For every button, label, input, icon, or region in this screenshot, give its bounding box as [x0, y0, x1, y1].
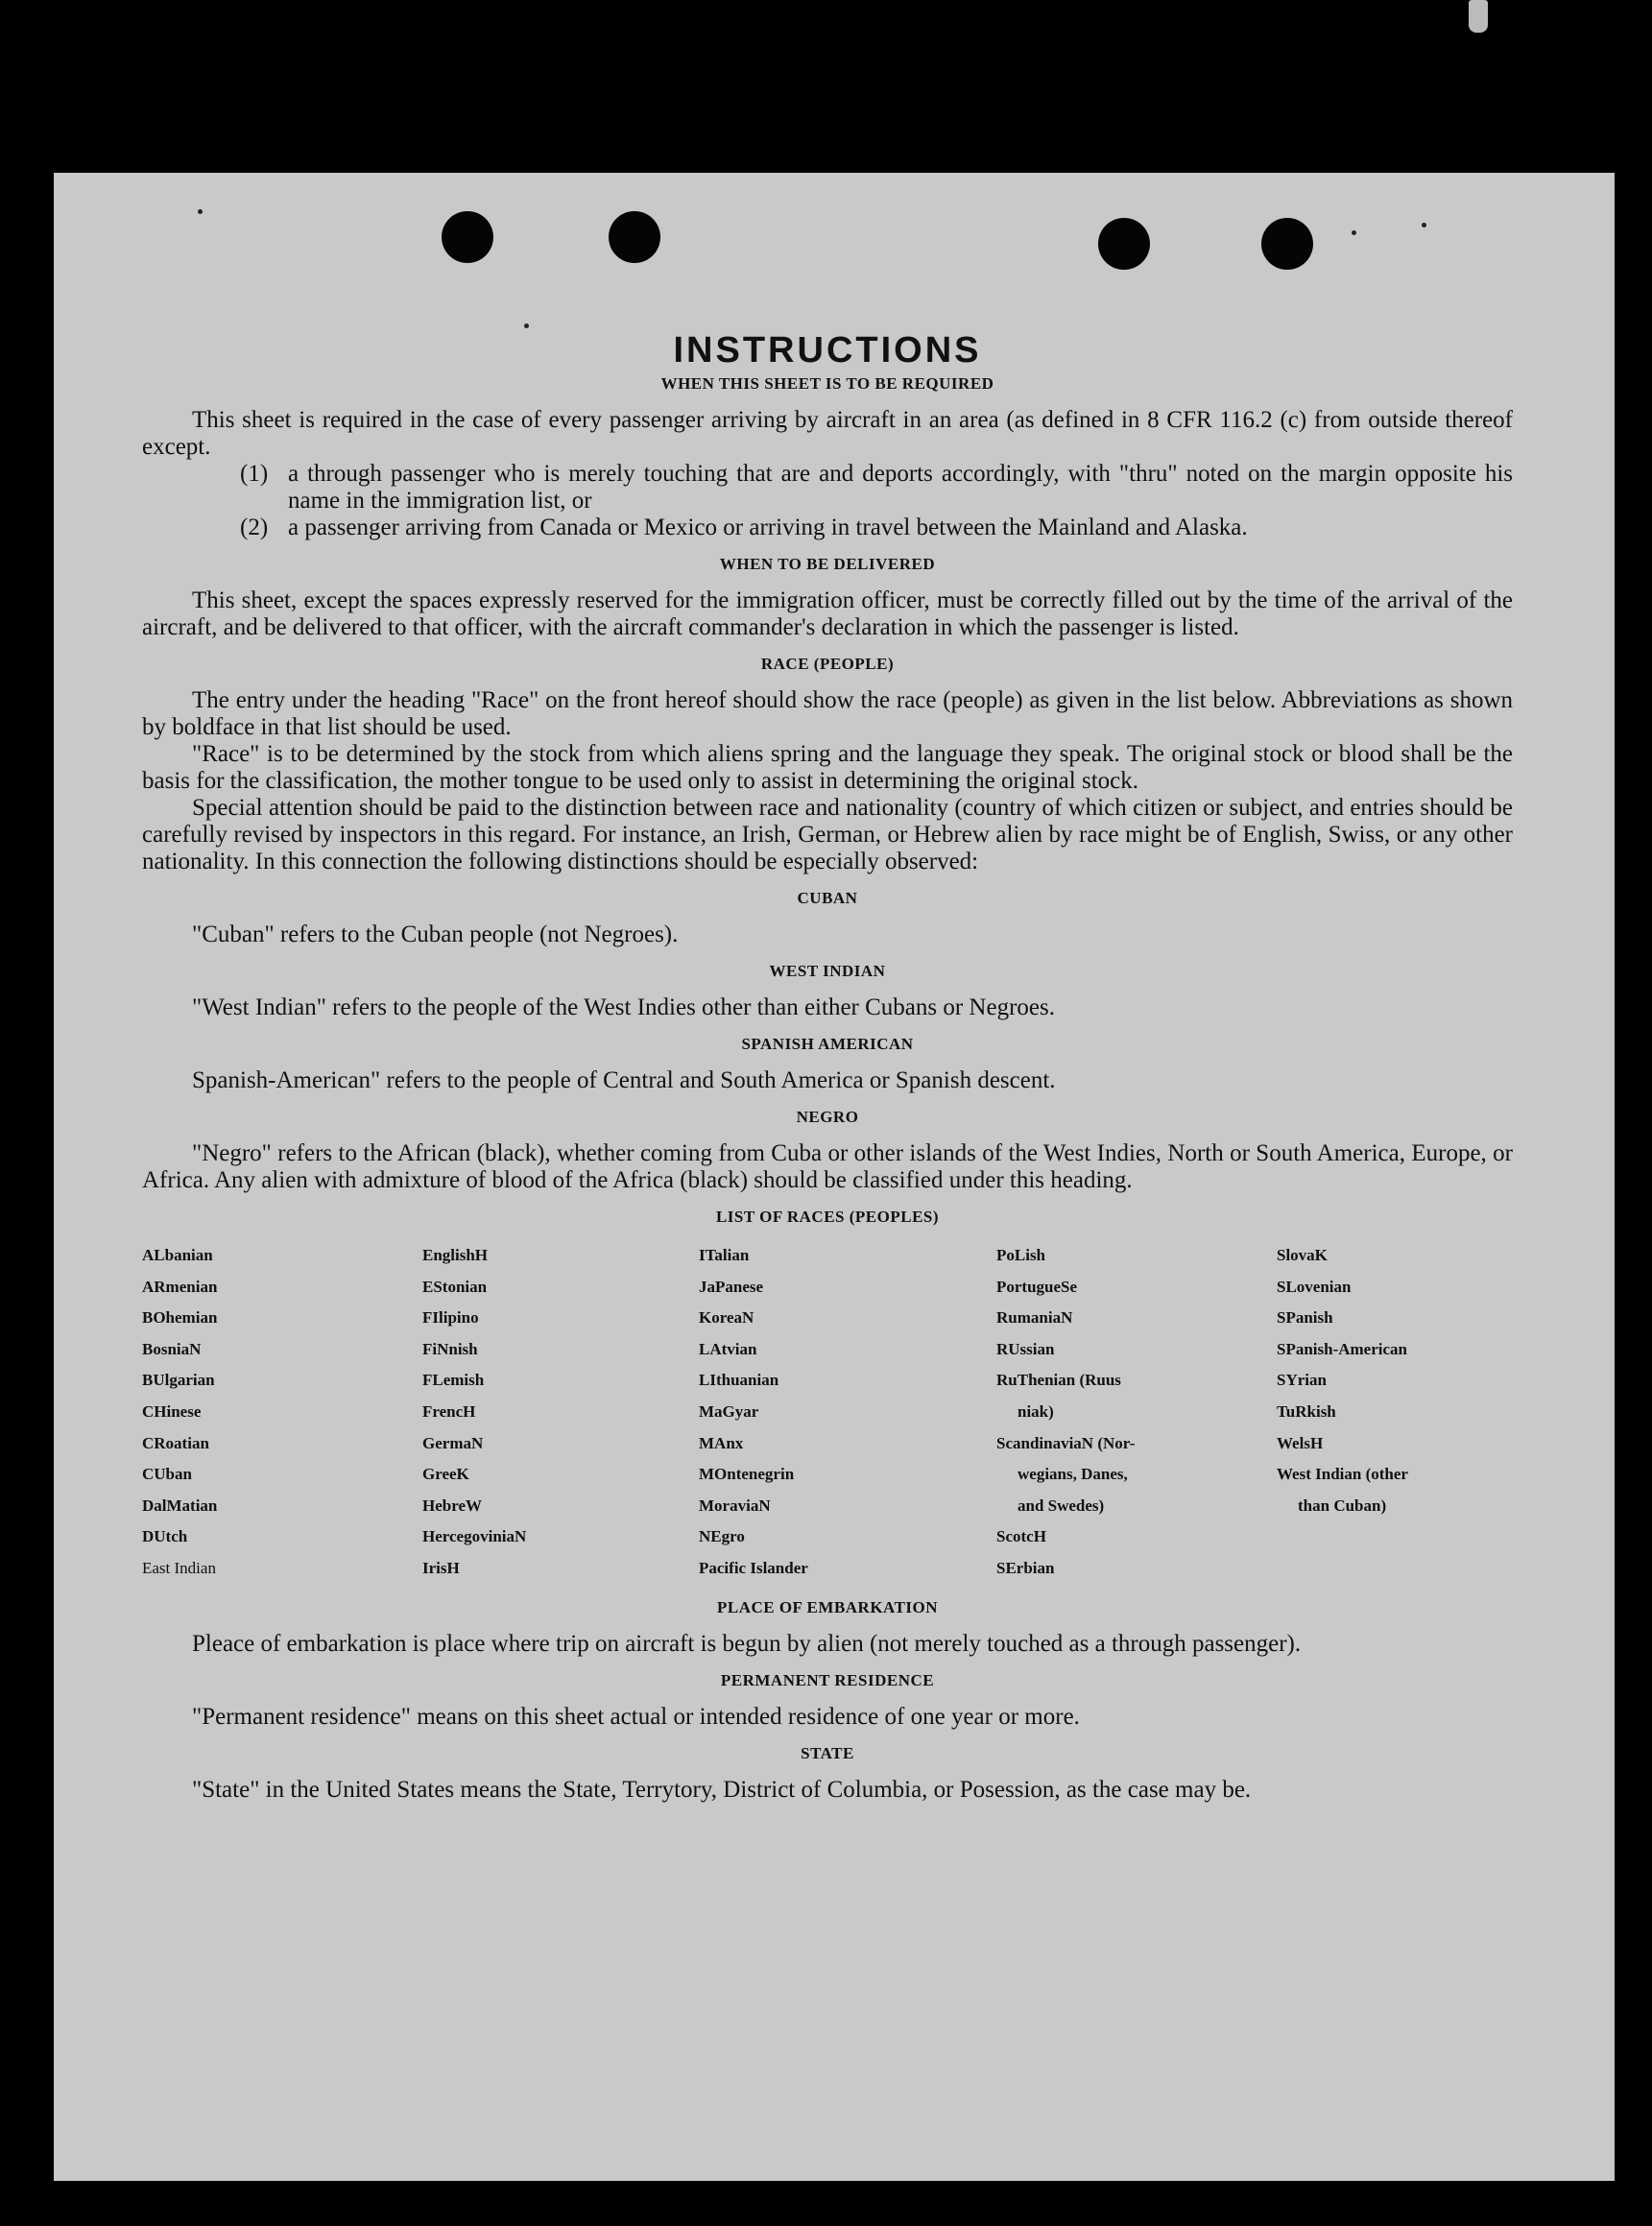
race-entry: than Cuban) [1298, 1496, 1387, 1515]
race-entry: EStonian [422, 1277, 488, 1296]
race-entry: IrisH [422, 1558, 460, 1577]
instructions-text [142, 328, 1513, 1804]
race-entry: ALbanian [142, 1246, 213, 1264]
embarkation-text: Pleace of embarkation is place where trip on aircraft is begun by alien (not merely touched as a through passenger). [192, 1630, 1302, 1657]
race-entry: West Indian (other [1277, 1465, 1408, 1484]
punch-hole [609, 211, 660, 263]
spanish-american-text: Spanish-American" refers to the people of Central and South America or Spanish descent. [192, 1067, 1056, 1093]
permanent-residence-text: "Permanent residence" means on this sheet actual or intended residence of one year or more. [192, 1703, 1080, 1730]
heading-permanent-residence: PERMANENT RESIDENCE [720, 1670, 935, 1689]
race-entry: MaGyar [699, 1401, 759, 1421]
race-entry: MOntenegrin [699, 1465, 795, 1484]
race-entry: SPanish-American [1277, 1339, 1407, 1358]
race-entry: LIthuanian [699, 1371, 779, 1390]
punch-hole [1261, 218, 1313, 270]
race-entry: Pacific Islander [699, 1558, 808, 1577]
when-required-intro: This sheet is required in the case of every passenger arriving by aircraft in an area (as defined in 8 CFR 116.2 (c) from outside thereof except. [142, 407, 1513, 460]
race-entry: LAtvian [699, 1339, 757, 1358]
race-entry: BUlgarian [142, 1371, 215, 1390]
race-entry: SPanish [1277, 1308, 1333, 1328]
race-entry: PoLish [996, 1246, 1046, 1264]
race-entry: GreeK [422, 1465, 469, 1484]
exception-text: a through passenger who is merely touching that are and deports accordingly, with "thru" noted on the margin opposite his name in the immigration list, or [288, 461, 1513, 514]
race-entry: PortugueSe [996, 1277, 1078, 1296]
cuban-text: "Cuban" refers to the Cuban people (not Negroes). [192, 922, 679, 947]
race-entry: ScandinaviaN (Nor- [996, 1433, 1136, 1452]
race-paragraph-3: Special attention should be paid to the distinction between race and nationality (country of which citizen or subject, and entries should be carefully revised by inspectors in this regard. For instance, an Irish, German, or Hebrew alien by race might be of English, Swiss, or any other nationality. In this connection the following distinctions should be especially observed: [142, 795, 1513, 874]
page-title: INSTRUCTIONS [673, 330, 982, 371]
race-entry: FrencH [422, 1401, 476, 1421]
speck [198, 209, 203, 214]
heading-race: RACE (PEOPLE) [760, 655, 895, 673]
west-indian-text: "West Indian" refers to the people of the West Indies other than either Cubans or Negroes. [192, 994, 1055, 1020]
race-entry: ScotcH [996, 1527, 1046, 1546]
punch-hole [442, 211, 493, 263]
race-entry: TuRkish [1277, 1401, 1336, 1421]
race-entry: NEgro [699, 1527, 745, 1546]
race-entry: HebreW [422, 1496, 483, 1515]
race-entry: niak) [1018, 1401, 1054, 1421]
races-column-3 [699, 1240, 996, 1585]
heading-spanish-american: SPANISH AMERICAN [741, 1035, 914, 1053]
race-entry: FLemish [422, 1371, 485, 1390]
heading-embarkation: PLACE OF EMBARKATION [716, 1597, 939, 1616]
heading-list-of-races: LIST OF RACES (PEOPLES) [715, 1208, 940, 1226]
heading-west-indian: WEST INDIAN [769, 962, 886, 980]
race-entry: wegians, Danes, [1018, 1465, 1128, 1484]
race-entry: WelsH [1277, 1433, 1324, 1452]
corner-tab-mark [1469, 0, 1488, 33]
race-entry: RuThenian (Ruus [996, 1371, 1121, 1390]
punch-hole [1098, 218, 1150, 270]
race-entry: RumaniaN [996, 1308, 1073, 1328]
race-entry: BOhemian [142, 1308, 218, 1328]
race-entry: and Swedes) [1018, 1496, 1105, 1515]
heading-when-required: WHEN THIS SHEET IS TO BE REQUIRED [660, 374, 994, 393]
race-entry: DalMatian [142, 1496, 218, 1515]
race-entry: BosniaN [142, 1339, 202, 1358]
heading-state: STATE [801, 1743, 854, 1762]
race-paragraph-1: The entry under the heading "Race" on the front hereof should show the race (people) as given in the list below. Abbreviations as shown by boldface in that list should be used. [142, 687, 1513, 740]
race-entry: JaPanese [699, 1277, 764, 1296]
exception-item [142, 515, 1513, 541]
races-column-4 [996, 1240, 1277, 1585]
race-entry: FIlipino [422, 1308, 479, 1328]
exception-number: (2) [240, 515, 269, 540]
race-entry: CHinese [142, 1401, 202, 1421]
race-entry: GermaN [422, 1433, 484, 1452]
races-column-2 [422, 1240, 699, 1585]
heading-when-delivered: WHEN TO BE DELIVERED [719, 555, 936, 573]
state-text: "State" in the United States means the State, Terrytory, District of Columbia, or Posession, as the case may be. [192, 1776, 1252, 1803]
speck [1352, 230, 1356, 235]
heading-negro: NEGRO [796, 1108, 859, 1126]
race-entry: EnglishH [422, 1246, 489, 1264]
speck [1422, 223, 1426, 227]
race-entry: SlovaK [1277, 1246, 1328, 1264]
race-entry: SYrian [1277, 1371, 1327, 1390]
races-column-5 [1277, 1240, 1526, 1585]
race-entry: MoraviaN [699, 1496, 771, 1515]
when-delivered-text: This sheet, except the spaces expressly reserved for the immigration officer, must be correctly filled out by the time of the arrival of the aircraft, and be delivered to that officer, with the aircraft commander's declaration in which the passenger is listed. [142, 587, 1513, 640]
exception-number: (1) [240, 461, 269, 487]
races-list [142, 1240, 1513, 1585]
race-entry: HercegoviniaN [422, 1527, 527, 1546]
race-paragraph-2: "Race" is to be determined by the stock from which aliens spring and the language they speak. The original stock or blood shall be the basis for the classification, the mother tongue to be used only to assist in determining the original stock. [142, 741, 1513, 794]
race-entry: CUban [142, 1465, 192, 1484]
race-entry: East Indian [142, 1558, 216, 1577]
race-entry: SErbian [996, 1558, 1055, 1577]
negro-text: "Negro" refers to the African (black), whether coming from Cuba or other islands of the West Indies, North or South America, Europe, or Africa. Any alien with admixture of blood of the Africa (black) should be classified under this heading. [142, 1140, 1513, 1193]
race-entry: MAnx [699, 1433, 744, 1452]
race-entry: RUssian [996, 1339, 1055, 1358]
race-entry: DUtch [142, 1527, 188, 1546]
document-sheet [54, 173, 1615, 2181]
race-entry: KoreaN [699, 1308, 754, 1328]
heading-cuban: CUBAN [797, 889, 858, 907]
race-entry: SLovenian [1277, 1277, 1352, 1296]
exception-text: a passenger arriving from Canada or Mexico or arriving in travel between the Mainland and Alaska. [288, 515, 1248, 540]
race-entry: FiNnish [422, 1339, 478, 1358]
races-column-1 [142, 1240, 422, 1585]
exception-item [142, 461, 1513, 515]
race-entry: ITalian [699, 1246, 750, 1264]
race-entry: ARmenian [142, 1277, 218, 1296]
race-entry: CRoatian [142, 1433, 209, 1452]
